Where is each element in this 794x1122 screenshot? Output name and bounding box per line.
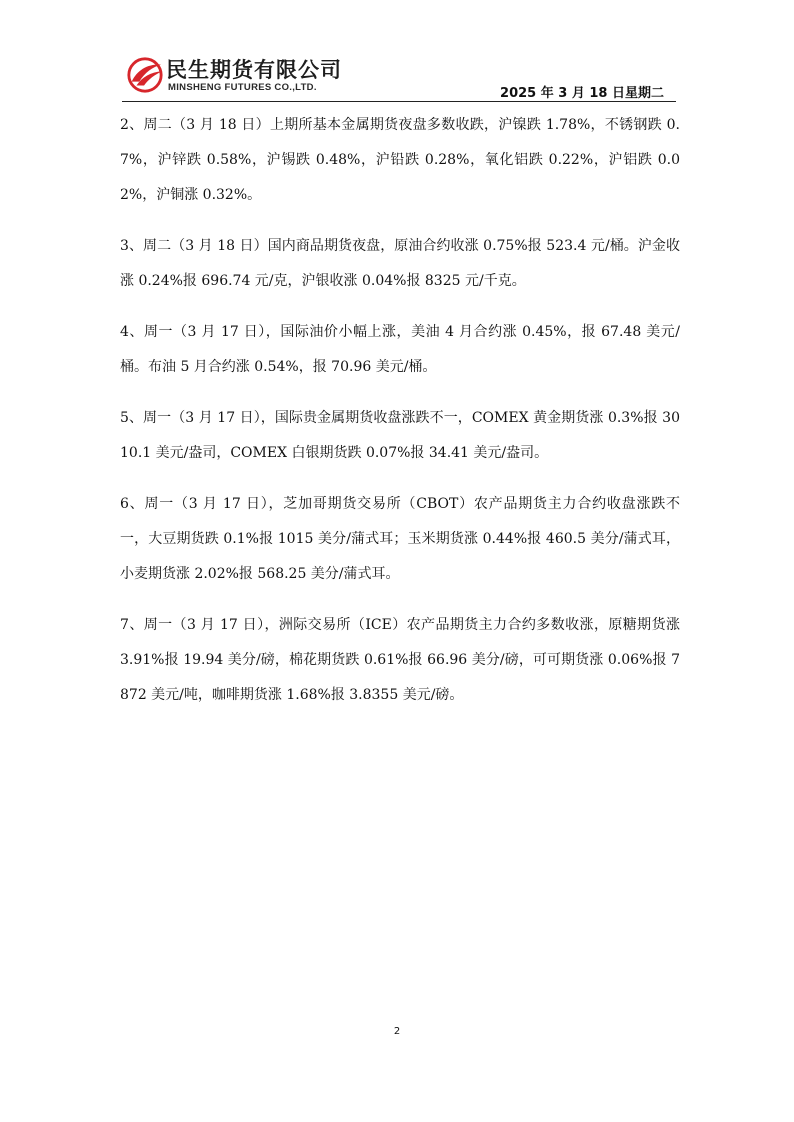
news-item: 7、周一（3 月 17 日），洲际交易所（ICE）农产品期货主力合约多数收涨，原糖期货涨 3.91%报 19.94 美分/磅，棉花期货跌 0.61%报 66.96 美分/磅，可可期货涨 0.06%报 7872 美元/吨，咖啡期货涨 1.68%报 3.8355 美元/磅。 (120, 617, 680, 703)
page-header (122, 54, 676, 102)
header-divider (122, 101, 676, 102)
news-item: 3、周二（3 月 18 日）国内商品期货夜盘，原油合约收涨 0.75%报 523.4 元/桶。沪金收涨 0.24%报 696.74 元/克，沪银收涨 0.04%报 8325 元/千克。 (120, 238, 680, 289)
logo-chinese-name: 民生期货有限公司 (166, 58, 342, 82)
company-logo (122, 54, 362, 98)
report-date: 2025 年 3 月 18 日星期二 (500, 86, 664, 101)
logo-english-name: MINSHENG FUTURES CO.,LTD. (168, 82, 317, 93)
news-item: 6、周一（3 月 17 日），芝加哥期货交易所（CBOT）农产品期货主力合约收盘涨跌不一，大豆期货跌 0.1%报 1015 美分/蒲式耳；玉米期货涨 0.44%报 460.5 美分/蒲式耳，小麦期货涨 2.02%报 568.25 美分/蒲式耳。 (120, 496, 680, 582)
news-list (120, 108, 680, 729)
minsheng-logo-icon (126, 56, 164, 94)
news-item: 2、周二（3 月 18 日）上期所基本金属期货夜盘多数收跌，沪镍跌 1.78%，不锈钢跌 0.7%，沪锌跌 0.58%，沪锡跌 0.48%，沪铅跌 0.28%，氧化铝跌 0.22%，沪铝跌 0.02%，沪铜涨 0.32%。 (120, 117, 680, 203)
news-item: 5、周一（3 月 17 日），国际贵金属期货收盘涨跌不一，COMEX 黄金期货涨 0.3%报 3010.1 美元/盎司，COMEX 白银期货跌 0.07%报 34.41 美元/盎司。 (120, 410, 680, 461)
page-number: 2 (393, 1026, 401, 1037)
news-item: 4、周一（3 月 17 日），国际油价小幅上涨，美油 4 月合约涨 0.45%，报 67.48 美元/桶。布油 5 月合约涨 0.54%，报 70.96 美元/桶。 (120, 324, 680, 375)
